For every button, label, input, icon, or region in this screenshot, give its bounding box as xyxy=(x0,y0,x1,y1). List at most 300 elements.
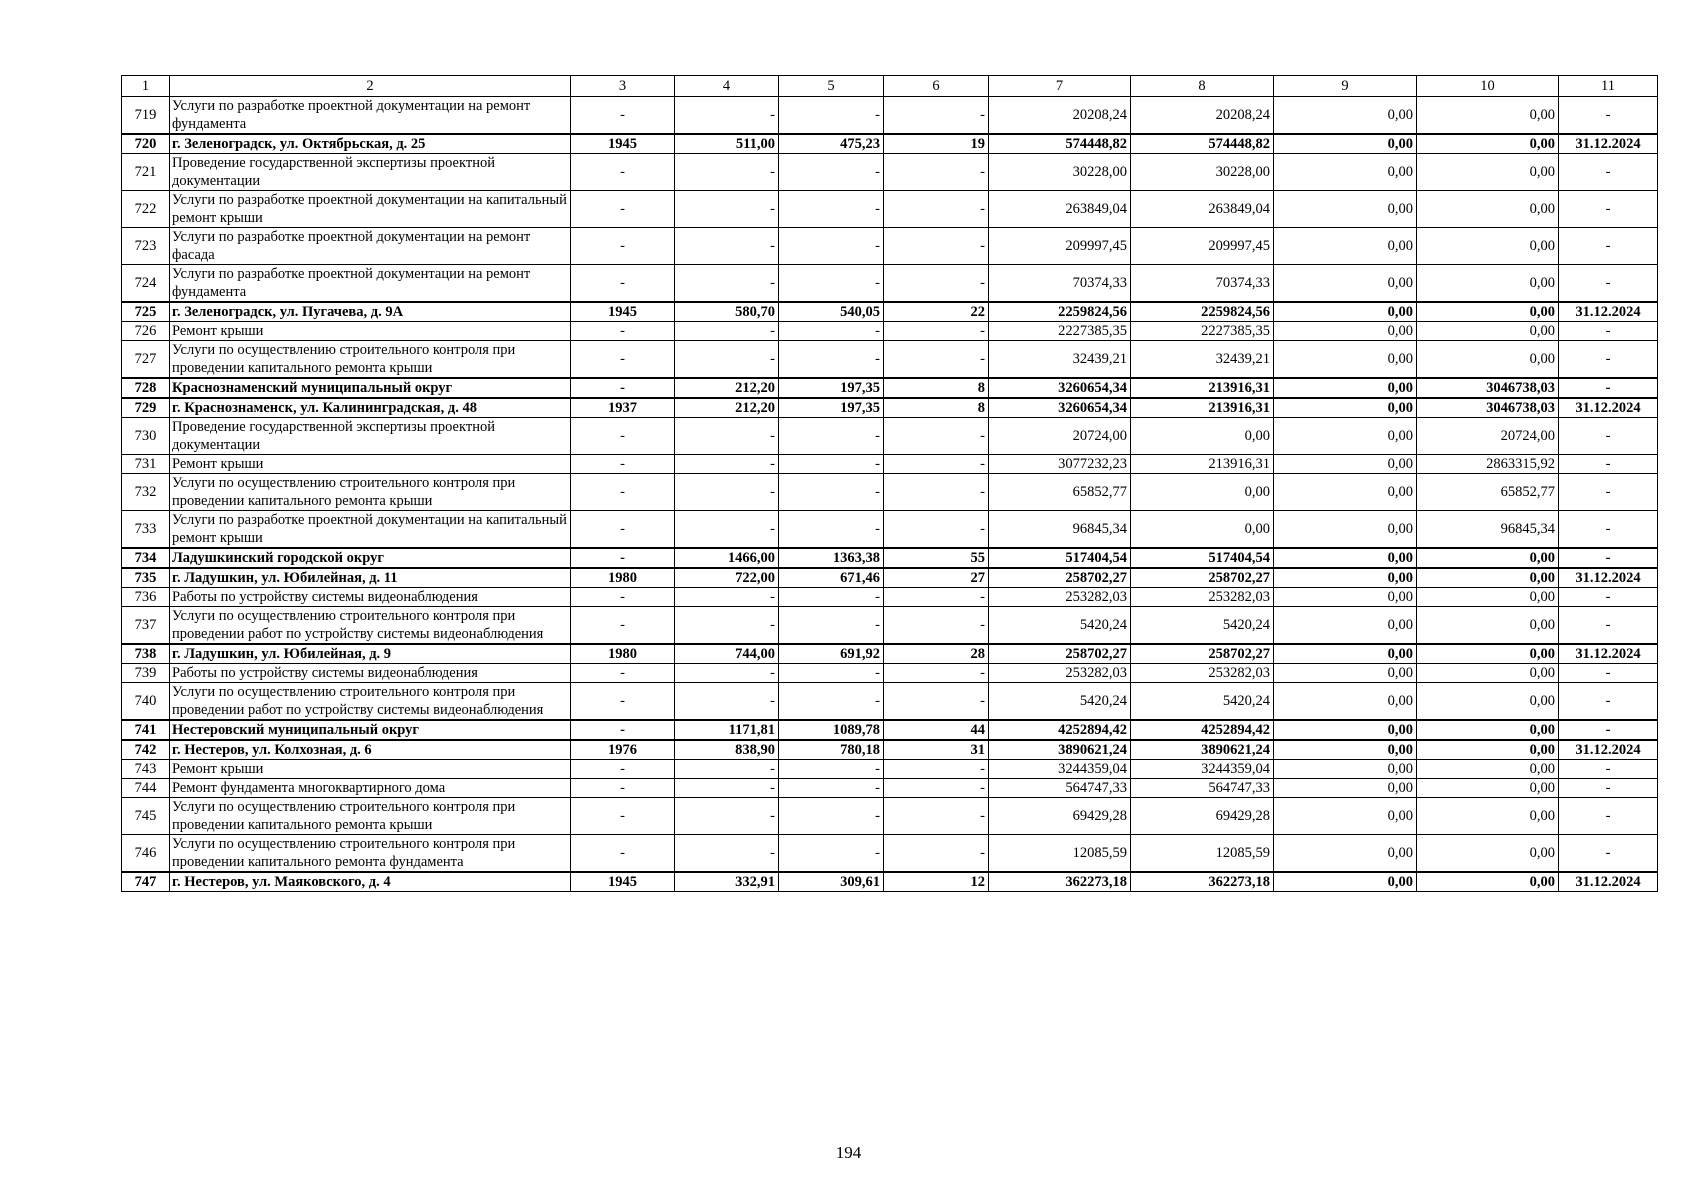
year-cell: 1945 xyxy=(571,134,675,154)
residents-count-cell: 8 xyxy=(884,378,989,398)
item-name-cell: Ладушкинский городской округ xyxy=(170,548,571,568)
completion-date-cell: 31.12.2024 xyxy=(1559,302,1658,322)
cost-budget-cell: 0,00 xyxy=(1274,418,1417,455)
cost-other-cell: 0,00 xyxy=(1417,664,1559,683)
area-living-cell: 197,35 xyxy=(779,378,884,398)
cost-total-cell: 564747,33 xyxy=(989,779,1131,798)
residents-count-cell: - xyxy=(884,798,989,835)
cost-other-cell: 0,00 xyxy=(1417,607,1559,645)
cost-other-cell: 0,00 xyxy=(1417,322,1559,341)
row-number-cell: 728 xyxy=(122,378,170,398)
completion-date-cell: - xyxy=(1559,683,1658,721)
item-name-cell: Ремонт крыши xyxy=(170,760,571,779)
completion-date-cell: 31.12.2024 xyxy=(1559,740,1658,760)
row-number-cell: 719 xyxy=(122,97,170,135)
residents-count-cell: - xyxy=(884,683,989,721)
cost-budget-cell: 0,00 xyxy=(1274,779,1417,798)
cost-other-cell: 0,00 xyxy=(1417,872,1559,892)
item-name-cell: Услуги по разработке проектной документации на ремонт фасада xyxy=(170,228,571,265)
year-cell: - xyxy=(571,664,675,683)
cost-budget-cell: 0,00 xyxy=(1274,398,1417,418)
cost-total-cell: 362273,18 xyxy=(989,872,1131,892)
cost-total-cell: 20724,00 xyxy=(989,418,1131,455)
cost-budget-cell: 0,00 xyxy=(1274,740,1417,760)
column-number-cell: 8 xyxy=(1131,76,1274,97)
cost-fund-cell: 70374,33 xyxy=(1131,265,1274,303)
row-number-cell: 741 xyxy=(122,720,170,740)
item-name-cell: Проведение государственной экспертизы проектной документации xyxy=(170,154,571,191)
residents-count-cell: - xyxy=(884,588,989,607)
year-cell: - xyxy=(571,683,675,721)
column-number-cell: 5 xyxy=(779,76,884,97)
area-total-cell: 838,90 xyxy=(675,740,779,760)
cost-total-cell: 32439,21 xyxy=(989,341,1131,379)
item-name-cell: Услуги по осуществлению строительного контроля при проведении капитального ремонта крыши xyxy=(170,341,571,379)
area-living-cell: - xyxy=(779,97,884,135)
item-name-cell: Услуги по осуществлению строительного контроля при проведении работ по устройству системы видеонаблюдения xyxy=(170,607,571,645)
table-row xyxy=(122,378,1658,398)
cost-budget-cell: 0,00 xyxy=(1274,228,1417,265)
cost-other-cell: 0,00 xyxy=(1417,134,1559,154)
table-row xyxy=(122,779,1658,798)
residents-count-cell: 28 xyxy=(884,644,989,664)
cost-other-cell: 0,00 xyxy=(1417,835,1559,873)
cost-other-cell: 0,00 xyxy=(1417,265,1559,303)
cost-total-cell: 3260654,34 xyxy=(989,378,1131,398)
completion-date-cell: - xyxy=(1559,548,1658,568)
area-living-cell: - xyxy=(779,760,884,779)
area-living-cell: - xyxy=(779,588,884,607)
table-row xyxy=(122,97,1658,135)
cost-fund-cell: 258702,27 xyxy=(1131,568,1274,588)
area-living-cell: - xyxy=(779,779,884,798)
table-row xyxy=(122,683,1658,721)
table-row xyxy=(122,474,1658,511)
column-number-header-row xyxy=(122,76,1658,97)
cost-total-cell: 263849,04 xyxy=(989,191,1131,228)
area-total-cell: - xyxy=(675,154,779,191)
cost-fund-cell: 5420,24 xyxy=(1131,683,1274,721)
table-body xyxy=(122,76,1658,892)
row-number-cell: 722 xyxy=(122,191,170,228)
table-row xyxy=(122,341,1658,379)
cost-other-cell: 96845,34 xyxy=(1417,511,1559,549)
year-cell: - xyxy=(571,798,675,835)
cost-other-cell: 0,00 xyxy=(1417,97,1559,135)
item-name-cell: Краснознаменский муниципальный округ xyxy=(170,378,571,398)
table-row xyxy=(122,322,1658,341)
area-total-cell: 212,20 xyxy=(675,398,779,418)
completion-date-cell: - xyxy=(1559,97,1658,135)
residents-count-cell: - xyxy=(884,265,989,303)
cost-budget-cell: 0,00 xyxy=(1274,798,1417,835)
table-row xyxy=(122,228,1658,265)
cost-fund-cell: 2227385,35 xyxy=(1131,322,1274,341)
area-total-cell: - xyxy=(675,341,779,379)
item-name-cell: г. Нестеров, ул. Маяковского, д. 4 xyxy=(170,872,571,892)
area-total-cell: - xyxy=(675,474,779,511)
item-name-cell: Работы по устройству системы видеонаблюдения xyxy=(170,588,571,607)
column-number-cell: 2 xyxy=(170,76,571,97)
area-total-cell: - xyxy=(675,588,779,607)
residents-count-cell: - xyxy=(884,322,989,341)
residents-count-cell: - xyxy=(884,341,989,379)
area-total-cell: 744,00 xyxy=(675,644,779,664)
cost-fund-cell: 213916,31 xyxy=(1131,455,1274,474)
item-name-cell: г. Краснознаменск, ул. Калининградская, д. 48 xyxy=(170,398,571,418)
area-living-cell: 1089,78 xyxy=(779,720,884,740)
cost-fund-cell: 0,00 xyxy=(1131,511,1274,549)
area-total-cell: - xyxy=(675,418,779,455)
completion-date-cell: 31.12.2024 xyxy=(1559,872,1658,892)
cost-fund-cell: 5420,24 xyxy=(1131,607,1274,645)
cost-other-cell: 2863315,92 xyxy=(1417,455,1559,474)
year-cell: - xyxy=(571,265,675,303)
cost-other-cell: 0,00 xyxy=(1417,568,1559,588)
column-number-cell: 7 xyxy=(989,76,1131,97)
cost-other-cell: 0,00 xyxy=(1417,341,1559,379)
cost-total-cell: 258702,27 xyxy=(989,568,1131,588)
area-total-cell: - xyxy=(675,455,779,474)
residents-count-cell: 19 xyxy=(884,134,989,154)
table-row xyxy=(122,568,1658,588)
item-name-cell: Услуги по разработке проектной документации на ремонт фундамента xyxy=(170,265,571,303)
area-total-cell: - xyxy=(675,683,779,721)
cost-total-cell: 3077232,23 xyxy=(989,455,1131,474)
cost-total-cell: 30228,00 xyxy=(989,154,1131,191)
cost-other-cell: 0,00 xyxy=(1417,588,1559,607)
year-cell: - xyxy=(571,548,675,568)
column-number-cell: 1 xyxy=(122,76,170,97)
column-number-cell: 4 xyxy=(675,76,779,97)
year-cell: - xyxy=(571,588,675,607)
cost-fund-cell: 253282,03 xyxy=(1131,588,1274,607)
area-living-cell: 780,18 xyxy=(779,740,884,760)
item-name-cell: Услуги по разработке проектной документации на капитальный ремонт крыши xyxy=(170,191,571,228)
area-total-cell: - xyxy=(675,835,779,873)
cost-budget-cell: 0,00 xyxy=(1274,548,1417,568)
year-cell: - xyxy=(571,191,675,228)
cost-fund-cell: 69429,28 xyxy=(1131,798,1274,835)
area-living-cell: - xyxy=(779,154,884,191)
cost-other-cell: 65852,77 xyxy=(1417,474,1559,511)
year-cell: - xyxy=(571,474,675,511)
cost-total-cell: 3244359,04 xyxy=(989,760,1131,779)
cost-fund-cell: 564747,33 xyxy=(1131,779,1274,798)
cost-fund-cell: 213916,31 xyxy=(1131,398,1274,418)
item-name-cell: Услуги по осуществлению строительного контроля при проведении капитального ремонта фундамента xyxy=(170,835,571,873)
table-row xyxy=(122,740,1658,760)
cost-other-cell: 3046738,03 xyxy=(1417,378,1559,398)
residents-count-cell: 31 xyxy=(884,740,989,760)
table-row xyxy=(122,265,1658,303)
completion-date-cell: 31.12.2024 xyxy=(1559,644,1658,664)
cost-budget-cell: 0,00 xyxy=(1274,588,1417,607)
residents-count-cell: - xyxy=(884,760,989,779)
cost-budget-cell: 0,00 xyxy=(1274,664,1417,683)
column-number-cell: 9 xyxy=(1274,76,1417,97)
cost-fund-cell: 20208,24 xyxy=(1131,97,1274,135)
area-total-cell: - xyxy=(675,607,779,645)
year-cell: - xyxy=(571,418,675,455)
area-living-cell: 1363,38 xyxy=(779,548,884,568)
table-row xyxy=(122,418,1658,455)
area-total-cell: - xyxy=(675,511,779,549)
row-number-cell: 745 xyxy=(122,798,170,835)
completion-date-cell: - xyxy=(1559,378,1658,398)
year-cell: - xyxy=(571,511,675,549)
residents-count-cell: - xyxy=(884,835,989,873)
residents-count-cell: 22 xyxy=(884,302,989,322)
area-living-cell: - xyxy=(779,228,884,265)
item-name-cell: г. Ладушкин, ул. Юбилейная, д. 9 xyxy=(170,644,571,664)
item-name-cell: г. Зеленоградск, ул. Октябрьская, д. 25 xyxy=(170,134,571,154)
item-name-cell: Проведение государственной экспертизы проектной документации xyxy=(170,418,571,455)
area-living-cell: 671,46 xyxy=(779,568,884,588)
cost-fund-cell: 362273,18 xyxy=(1131,872,1274,892)
column-number-cell: 3 xyxy=(571,76,675,97)
row-number-cell: 744 xyxy=(122,779,170,798)
cost-fund-cell: 263849,04 xyxy=(1131,191,1274,228)
area-living-cell: 475,23 xyxy=(779,134,884,154)
item-name-cell: г. Ладушкин, ул. Юбилейная, д. 11 xyxy=(170,568,571,588)
column-number-cell: 11 xyxy=(1559,76,1658,97)
cost-total-cell: 253282,03 xyxy=(989,664,1131,683)
cost-budget-cell: 0,00 xyxy=(1274,265,1417,303)
row-number-cell: 732 xyxy=(122,474,170,511)
cost-other-cell: 0,00 xyxy=(1417,798,1559,835)
area-total-cell: - xyxy=(675,322,779,341)
cost-budget-cell: 0,00 xyxy=(1274,683,1417,721)
area-total-cell: 511,00 xyxy=(675,134,779,154)
table-row xyxy=(122,455,1658,474)
year-cell: - xyxy=(571,760,675,779)
completion-date-cell: 31.12.2024 xyxy=(1559,134,1658,154)
year-cell: - xyxy=(571,97,675,135)
row-number-cell: 743 xyxy=(122,760,170,779)
area-living-cell: - xyxy=(779,798,884,835)
table-row xyxy=(122,134,1658,154)
year-cell: 1980 xyxy=(571,644,675,664)
column-number-cell: 6 xyxy=(884,76,989,97)
cost-budget-cell: 0,00 xyxy=(1274,134,1417,154)
cost-fund-cell: 2259824,56 xyxy=(1131,302,1274,322)
document-table xyxy=(121,75,1658,892)
cost-budget-cell: 0,00 xyxy=(1274,154,1417,191)
row-number-cell: 739 xyxy=(122,664,170,683)
area-living-cell: - xyxy=(779,341,884,379)
table-row xyxy=(122,191,1658,228)
table-row xyxy=(122,835,1658,873)
residents-count-cell: - xyxy=(884,97,989,135)
area-total-cell: 1171,81 xyxy=(675,720,779,740)
row-number-cell: 738 xyxy=(122,644,170,664)
table-row xyxy=(122,644,1658,664)
residents-count-cell: - xyxy=(884,455,989,474)
table-row xyxy=(122,664,1658,683)
year-cell: - xyxy=(571,835,675,873)
row-number-cell: 721 xyxy=(122,154,170,191)
cost-total-cell: 20208,24 xyxy=(989,97,1131,135)
area-living-cell: - xyxy=(779,664,884,683)
row-number-cell: 747 xyxy=(122,872,170,892)
row-number-cell: 736 xyxy=(122,588,170,607)
cost-other-cell: 0,00 xyxy=(1417,228,1559,265)
cost-budget-cell: 0,00 xyxy=(1274,322,1417,341)
cost-other-cell: 20724,00 xyxy=(1417,418,1559,455)
year-cell: - xyxy=(571,455,675,474)
year-cell: - xyxy=(571,228,675,265)
cost-total-cell: 3260654,34 xyxy=(989,398,1131,418)
table-row xyxy=(122,154,1658,191)
cost-total-cell: 69429,28 xyxy=(989,798,1131,835)
area-total-cell: - xyxy=(675,779,779,798)
completion-date-cell: - xyxy=(1559,191,1658,228)
residents-count-cell: - xyxy=(884,228,989,265)
residents-count-cell: - xyxy=(884,511,989,549)
row-number-cell: 733 xyxy=(122,511,170,549)
year-cell: 1945 xyxy=(571,872,675,892)
completion-date-cell: - xyxy=(1559,418,1658,455)
cost-other-cell: 0,00 xyxy=(1417,740,1559,760)
item-name-cell: Нестеровский муниципальный округ xyxy=(170,720,571,740)
residents-count-cell: 12 xyxy=(884,872,989,892)
residents-count-cell: 8 xyxy=(884,398,989,418)
area-living-cell: 540,05 xyxy=(779,302,884,322)
row-number-cell: 724 xyxy=(122,265,170,303)
completion-date-cell: - xyxy=(1559,835,1658,873)
table-row xyxy=(122,511,1658,549)
row-number-cell: 731 xyxy=(122,455,170,474)
area-living-cell: - xyxy=(779,418,884,455)
cost-budget-cell: 0,00 xyxy=(1274,644,1417,664)
row-number-cell: 730 xyxy=(122,418,170,455)
cost-fund-cell: 0,00 xyxy=(1131,418,1274,455)
table-row xyxy=(122,398,1658,418)
cost-total-cell: 2259824,56 xyxy=(989,302,1131,322)
table-row xyxy=(122,607,1658,645)
completion-date-cell: - xyxy=(1559,607,1658,645)
year-cell: - xyxy=(571,779,675,798)
completion-date-cell: - xyxy=(1559,322,1658,341)
item-name-cell: Услуги по осуществлению строительного контроля при проведении капитального ремонта крыши xyxy=(170,798,571,835)
cost-total-cell: 70374,33 xyxy=(989,265,1131,303)
cost-other-cell: 3046738,03 xyxy=(1417,398,1559,418)
cost-total-cell: 3890621,24 xyxy=(989,740,1131,760)
cost-fund-cell: 213916,31 xyxy=(1131,378,1274,398)
completion-date-cell: - xyxy=(1559,228,1658,265)
cost-budget-cell: 0,00 xyxy=(1274,378,1417,398)
area-total-cell: - xyxy=(675,265,779,303)
cost-total-cell: 258702,27 xyxy=(989,644,1131,664)
area-living-cell: - xyxy=(779,607,884,645)
cost-fund-cell: 0,00 xyxy=(1131,474,1274,511)
area-living-cell: - xyxy=(779,322,884,341)
residents-count-cell: - xyxy=(884,154,989,191)
year-cell: - xyxy=(571,322,675,341)
item-name-cell: Услуги по осуществлению строительного контроля при проведении капитального ремонта крыши xyxy=(170,474,571,511)
residents-count-cell: - xyxy=(884,474,989,511)
row-number-cell: 746 xyxy=(122,835,170,873)
completion-date-cell: - xyxy=(1559,798,1658,835)
cost-budget-cell: 0,00 xyxy=(1274,872,1417,892)
year-cell: - xyxy=(571,378,675,398)
row-number-cell: 727 xyxy=(122,341,170,379)
area-total-cell: - xyxy=(675,798,779,835)
cost-total-cell: 517404,54 xyxy=(989,548,1131,568)
cost-other-cell: 0,00 xyxy=(1417,644,1559,664)
row-number-cell: 742 xyxy=(122,740,170,760)
area-total-cell: - xyxy=(675,760,779,779)
item-name-cell: Ремонт крыши xyxy=(170,455,571,474)
item-name-cell: Услуги по разработке проектной документации на ремонт фундамента xyxy=(170,97,571,135)
item-name-cell: г. Зеленоградск, ул. Пугачева, д. 9А xyxy=(170,302,571,322)
cost-budget-cell: 0,00 xyxy=(1274,511,1417,549)
cost-fund-cell: 253282,03 xyxy=(1131,664,1274,683)
completion-date-cell: - xyxy=(1559,779,1658,798)
cost-budget-cell: 0,00 xyxy=(1274,455,1417,474)
table-row xyxy=(122,798,1658,835)
cost-fund-cell: 3890621,24 xyxy=(1131,740,1274,760)
area-total-cell: 1466,00 xyxy=(675,548,779,568)
cost-fund-cell: 30228,00 xyxy=(1131,154,1274,191)
table-row xyxy=(122,760,1658,779)
cost-other-cell: 0,00 xyxy=(1417,720,1559,740)
cost-budget-cell: 0,00 xyxy=(1274,474,1417,511)
cost-total-cell: 5420,24 xyxy=(989,683,1131,721)
year-cell: 1980 xyxy=(571,568,675,588)
row-number-cell: 725 xyxy=(122,302,170,322)
area-living-cell: - xyxy=(779,835,884,873)
item-name-cell: Ремонт фундамента многоквартирного дома xyxy=(170,779,571,798)
residents-count-cell: - xyxy=(884,418,989,455)
area-living-cell: - xyxy=(779,455,884,474)
residents-count-cell: - xyxy=(884,191,989,228)
area-living-cell: - xyxy=(779,683,884,721)
residents-count-cell: - xyxy=(884,664,989,683)
year-cell: - xyxy=(571,720,675,740)
item-name-cell: г. Нестеров, ул. Колхозная, д. 6 xyxy=(170,740,571,760)
completion-date-cell: - xyxy=(1559,664,1658,683)
table-row xyxy=(122,872,1658,892)
page-number: 194 xyxy=(835,1143,862,1162)
cost-fund-cell: 209997,45 xyxy=(1131,228,1274,265)
cost-other-cell: 0,00 xyxy=(1417,302,1559,322)
row-number-cell: 735 xyxy=(122,568,170,588)
item-name-cell: Ремонт крыши xyxy=(170,322,571,341)
row-number-cell: 720 xyxy=(122,134,170,154)
area-living-cell: - xyxy=(779,265,884,303)
cost-total-cell: 253282,03 xyxy=(989,588,1131,607)
area-total-cell: 332,91 xyxy=(675,872,779,892)
item-name-cell: Работы по устройству системы видеонаблюдения xyxy=(170,664,571,683)
year-cell: 1937 xyxy=(571,398,675,418)
completion-date-cell: - xyxy=(1559,511,1658,549)
cost-other-cell: 0,00 xyxy=(1417,191,1559,228)
area-total-cell: 580,70 xyxy=(675,302,779,322)
year-cell: - xyxy=(571,607,675,645)
area-living-cell: 691,92 xyxy=(779,644,884,664)
completion-date-cell: - xyxy=(1559,588,1658,607)
cost-fund-cell: 4252894,42 xyxy=(1131,720,1274,740)
table-row xyxy=(122,302,1658,322)
column-number-cell: 10 xyxy=(1417,76,1559,97)
area-living-cell: - xyxy=(779,191,884,228)
cost-budget-cell: 0,00 xyxy=(1274,97,1417,135)
year-cell: 1976 xyxy=(571,740,675,760)
year-cell: 1945 xyxy=(571,302,675,322)
cost-other-cell: 0,00 xyxy=(1417,683,1559,721)
